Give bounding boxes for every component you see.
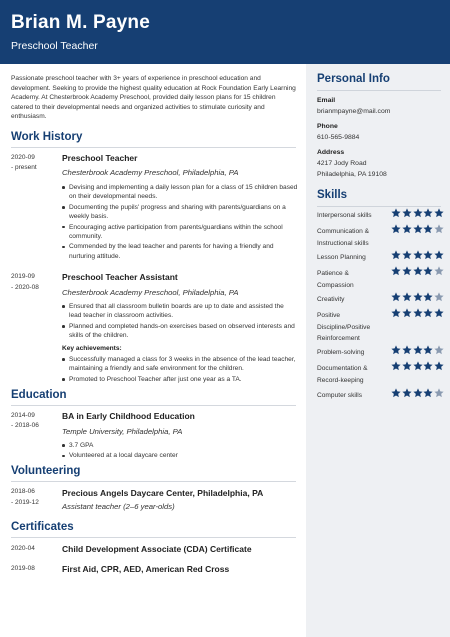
summary-text: Passionate preschool teacher with 3+ years of experience in preschool education and development. Seeking to provide the highest quality education at Rock Foundation Early Learning Academy. At Chesterbrook Academy Preschool, provided daily lesson plans for 15 children catered to their developmental needs and organized activities to stimulate curiosity and enthusiasm. xyxy=(11,75,296,120)
star-filled-icon xyxy=(413,224,423,234)
star-filled-icon xyxy=(391,266,401,276)
skill-rating xyxy=(391,224,445,242)
star-filled-icon xyxy=(423,292,433,302)
volunteering-date-end: - 2019-12 xyxy=(11,499,39,506)
star-filled-icon xyxy=(423,224,433,234)
star-filled-icon xyxy=(413,345,423,355)
education-date-end: - 2018-06 xyxy=(11,422,39,429)
list-item: Encouraging active participation from parents/guardians within the school community. xyxy=(62,223,298,242)
education-title: Education xyxy=(11,389,67,401)
section-divider xyxy=(11,537,296,538)
section-divider xyxy=(317,206,441,207)
skill-name: Lesson Planning xyxy=(317,254,366,261)
star-filled-icon xyxy=(413,361,423,371)
skill-rating xyxy=(391,361,445,379)
skill-name: Computer skills xyxy=(317,392,363,399)
star-filled-icon xyxy=(423,361,433,371)
list-item: Documenting the pupils' progress and sharing with parents/guardians on a weekly basis. xyxy=(62,203,298,222)
skill-name: Problem-solving xyxy=(317,349,365,356)
star-filled-icon xyxy=(391,361,401,371)
star-filled-icon xyxy=(434,308,444,318)
star-filled-icon xyxy=(413,388,423,398)
star-filled-icon xyxy=(391,308,401,318)
certificate-name: First Aid, CPR, AED, American Red Cross xyxy=(62,564,230,574)
certificate-name: Child Development Associate (CDA) Certificate xyxy=(62,544,252,554)
star-filled-icon xyxy=(423,345,433,355)
phone-value: 610-565-9884 xyxy=(317,134,360,141)
skill-rating xyxy=(391,388,445,406)
star-filled-icon xyxy=(413,292,423,302)
email-value: brianmpayne@mail.com xyxy=(317,108,391,115)
skill-name: Positive Discipline/Positive Reinforcement xyxy=(317,312,371,342)
section-divider xyxy=(317,90,441,91)
star-empty-icon xyxy=(434,224,444,234)
list-item: Successfully managed a class for 3 weeks in the absence of the lead teacher, maintaining a friendly and safe environment for the children. xyxy=(62,355,298,374)
job-organization: Chesterbrook Academy Preschool, Philadelphia, PA xyxy=(62,288,239,297)
star-filled-icon xyxy=(402,292,412,302)
list-item: Ensured that all classroom bulletin boards are up to date and assisted the lead teacher in classroom activities. xyxy=(62,302,298,321)
star-filled-icon xyxy=(413,266,423,276)
skills-title: Skills xyxy=(317,189,348,201)
star-empty-icon xyxy=(434,388,444,398)
star-filled-icon xyxy=(391,388,401,398)
main-column xyxy=(0,64,306,637)
key-achievements-label: Key achievements: xyxy=(62,345,122,352)
certificate-date: 2020-04 xyxy=(11,545,35,552)
star-filled-icon xyxy=(391,345,401,355)
achievements-list xyxy=(62,355,298,385)
star-filled-icon xyxy=(402,224,412,234)
star-filled-icon xyxy=(413,208,423,218)
star-filled-icon xyxy=(402,266,412,276)
education-date-start: 2014-09 xyxy=(11,412,35,419)
job-date-start: 2019-09 xyxy=(11,273,35,280)
section-divider xyxy=(11,481,296,482)
star-filled-icon xyxy=(402,345,412,355)
volunteering-date-start: 2018-06 xyxy=(11,488,35,495)
star-filled-icon xyxy=(391,208,401,218)
skill-name: Patience & Compassion xyxy=(317,270,354,289)
star-filled-icon xyxy=(423,388,433,398)
candidate-name: Brian M. Payne xyxy=(11,12,151,33)
job-title: Preschool Teacher xyxy=(62,153,138,163)
list-item: Planned and completed hands-on exercises based on observed interests and skills of the children. xyxy=(62,322,298,341)
star-filled-icon xyxy=(434,361,444,371)
star-filled-icon xyxy=(434,250,444,260)
star-filled-icon xyxy=(402,250,412,260)
star-filled-icon xyxy=(434,208,444,218)
job-date-end: - 2020-08 xyxy=(11,284,39,291)
candidate-role: Preschool Teacher xyxy=(11,40,98,52)
job-organization: Chesterbrook Academy Preschool, Philadelphia, PA xyxy=(62,168,239,177)
star-filled-icon xyxy=(402,388,412,398)
education-school: Temple University, Philadelphia, PA xyxy=(62,427,183,436)
star-empty-icon xyxy=(434,266,444,276)
volunteering-role: Assistant teacher (2–6 year-olds) xyxy=(62,502,175,511)
star-filled-icon xyxy=(423,266,433,276)
work-history-title: Work History xyxy=(11,131,83,143)
job-date-start: 2020-09 xyxy=(11,154,35,161)
email-label: Email xyxy=(317,97,336,104)
address-label: Address xyxy=(317,149,345,156)
address-line1: 4217 Jody Road xyxy=(317,160,367,167)
star-filled-icon xyxy=(391,224,401,234)
star-filled-icon xyxy=(423,308,433,318)
education-degree: BA in Early Childhood Education xyxy=(62,411,195,421)
star-filled-icon xyxy=(402,361,412,371)
education-bullet-list xyxy=(62,441,298,462)
volunteering-organization: Precious Angels Daycare Center, Philadelphia, PA xyxy=(62,488,264,498)
star-filled-icon xyxy=(391,250,401,260)
star-filled-icon xyxy=(423,208,433,218)
resume-header xyxy=(0,0,450,64)
list-item: Commended by the lead teacher and parents for having a friendly and nurturing attitude. xyxy=(62,242,298,261)
job-bullet-list xyxy=(62,302,298,342)
star-empty-icon xyxy=(434,292,444,302)
skill-name: Documentation & Record-keeping xyxy=(317,365,368,384)
phone-label: Phone xyxy=(317,123,338,130)
skill-name: Interpersonal skills xyxy=(317,212,372,219)
star-filled-icon xyxy=(413,308,423,318)
address-line2: Philadelphia, PA 19108 xyxy=(317,171,387,178)
star-empty-icon xyxy=(434,345,444,355)
volunteering-title: Volunteering xyxy=(11,465,81,477)
skill-name: Creativity xyxy=(317,296,345,303)
list-item: Devising and implementing a daily lesson plan for a class of 15 children based on their developmental needs. xyxy=(62,183,298,202)
star-filled-icon xyxy=(402,308,412,318)
section-divider xyxy=(11,405,296,406)
skill-rating xyxy=(391,308,445,326)
list-item: Promoted to Preschool Teacher after just one year as a TA. xyxy=(62,375,298,384)
star-filled-icon xyxy=(413,250,423,260)
job-bullet-list xyxy=(62,183,298,262)
skill-rating xyxy=(391,266,445,284)
section-divider xyxy=(11,147,296,148)
star-filled-icon xyxy=(391,292,401,302)
star-filled-icon xyxy=(423,250,433,260)
sidebar xyxy=(306,64,450,637)
personal-info-title: Personal Info xyxy=(317,73,390,85)
certificate-date: 2019-08 xyxy=(11,565,35,572)
list-item: Volunteered at a local daycare center xyxy=(62,451,298,460)
skill-name: Communication & Instructional skills xyxy=(317,228,370,247)
list-item: 3.7 GPA xyxy=(62,441,298,450)
job-date-end: - present xyxy=(11,164,37,171)
star-filled-icon xyxy=(402,208,412,218)
job-title: Preschool Teacher Assistant xyxy=(62,272,178,282)
certificates-title: Certificates xyxy=(11,521,74,533)
